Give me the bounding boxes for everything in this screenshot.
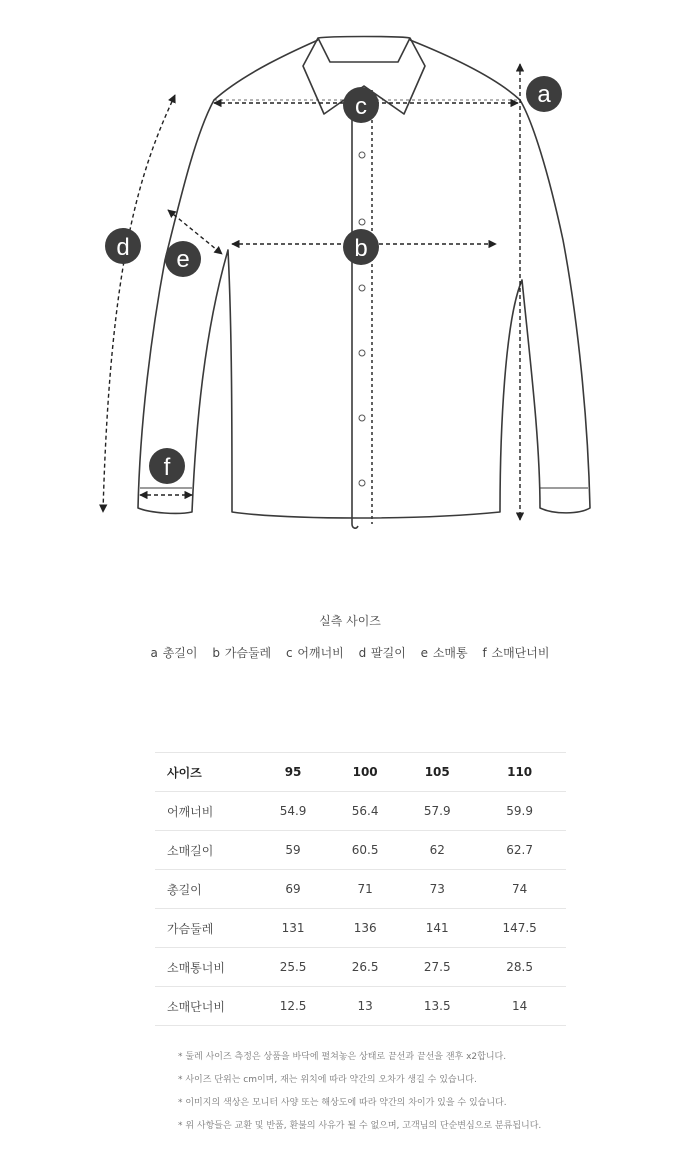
table-cell: 73 <box>401 870 473 909</box>
table-cell: 56.4 <box>329 792 401 831</box>
marker-f <box>149 448 185 484</box>
svg-text:d: d <box>116 234 130 261</box>
table-row <box>155 987 566 1026</box>
measurement-legend <box>0 644 700 661</box>
note-line: * 둘레 사이즈 측정은 상품을 바닥에 펼쳐놓은 상태로 끝선과 끝선을 잰후 x2합니다. <box>178 1052 507 1062</box>
table-cell: 59.9 <box>473 792 566 831</box>
row-label: 소매단너비 <box>155 987 257 1026</box>
header-cell: 95 <box>257 753 329 792</box>
table-row <box>155 792 566 831</box>
row-label: 가슴둘레 <box>155 909 257 948</box>
table-cell: 141 <box>401 909 473 948</box>
section-title: 실측 사이즈 <box>319 614 381 628</box>
legend-item-d: d 팔길이 <box>358 646 406 660</box>
legend-item-f: f 소매단너비 <box>482 646 550 660</box>
shirt-buttons <box>359 152 365 486</box>
table-cell: 71 <box>329 870 401 909</box>
note-line: * 위 사항들은 교환 및 반품, 환불의 사유가 될 수 없으며, 고객님의 단순변심으로 분류됩니다. <box>178 1121 542 1131</box>
table-cell: 28.5 <box>473 948 566 987</box>
table-cell: 62 <box>401 831 473 870</box>
row-label: 어깨너비 <box>155 792 257 831</box>
table-cell: 59 <box>257 831 329 870</box>
table-cell: 62.7 <box>473 831 566 870</box>
legend-item-c: c 어깨너비 <box>285 646 344 660</box>
header-cell: 105 <box>401 753 473 792</box>
table-cell: 13 <box>329 987 401 1026</box>
marker-d <box>105 228 141 264</box>
svg-text:f: f <box>163 454 171 481</box>
size-table <box>155 752 566 1026</box>
svg-text:e: e <box>176 246 190 273</box>
table-cell: 136 <box>329 909 401 948</box>
svg-text:c: c <box>355 93 367 120</box>
table-cell: 27.5 <box>401 948 473 987</box>
table-cell: 147.5 <box>473 909 566 948</box>
table-cell: 74 <box>473 870 566 909</box>
note-line: * 이미지의 색상은 모니터 사양 또는 해상도에 따라 약간의 차이가 있을 수 있습니다. <box>178 1098 507 1108</box>
marker-e <box>165 241 201 277</box>
measurement-notes <box>178 1046 541 1138</box>
table-cell: 13.5 <box>401 987 473 1026</box>
table-row <box>155 870 566 909</box>
table-cell: 57.9 <box>401 792 473 831</box>
table-cell: 131 <box>257 909 329 948</box>
legend-item-a: a 총길이 <box>150 646 198 660</box>
shirt-measurement-diagram <box>0 0 700 540</box>
table-cell: 14 <box>473 987 566 1026</box>
legend-item-b: b 가슴둘레 <box>212 646 272 660</box>
row-label: 총길이 <box>155 870 257 909</box>
table-cell: 54.9 <box>257 792 329 831</box>
table-row <box>155 909 566 948</box>
note-line: * 사이즈 단위는 cm이며, 재는 위치에 따라 약간의 오차가 생길 수 있습니다. <box>178 1075 477 1085</box>
legend-item-e: e 소매통 <box>420 646 468 660</box>
table-cell: 69 <box>257 870 329 909</box>
marker-a <box>526 76 562 112</box>
row-label: 소매길이 <box>155 831 257 870</box>
row-label: 소매통너비 <box>155 948 257 987</box>
header-cell: 사이즈 <box>155 753 257 792</box>
table-row <box>155 948 566 987</box>
header-cell: 100 <box>329 753 401 792</box>
svg-text:b: b <box>354 235 368 262</box>
table-cell: 26.5 <box>329 948 401 987</box>
table-header-row <box>155 753 566 792</box>
table-row <box>155 831 566 870</box>
table-cell: 12.5 <box>257 987 329 1026</box>
header-cell: 110 <box>473 753 566 792</box>
table-cell: 60.5 <box>329 831 401 870</box>
marker-b <box>343 229 379 265</box>
svg-text:a: a <box>537 81 551 108</box>
marker-c <box>343 87 379 123</box>
table-cell: 25.5 <box>257 948 329 987</box>
